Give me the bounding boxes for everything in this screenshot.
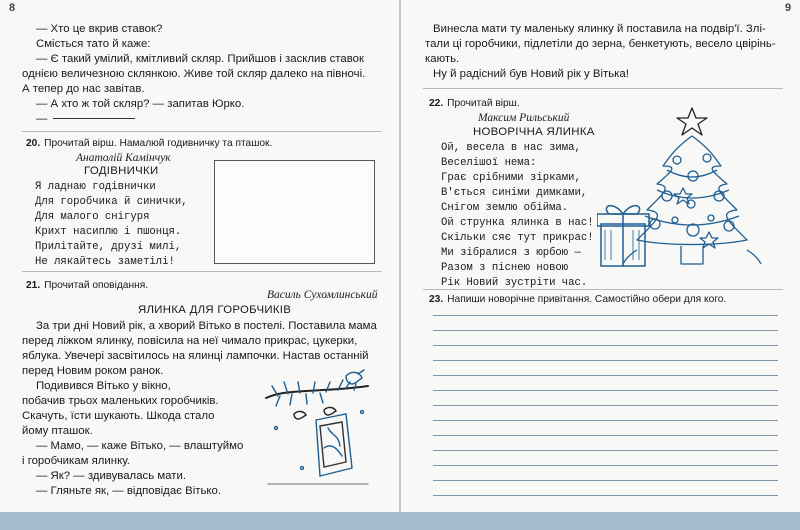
- drawing-area[interactable]: [214, 160, 375, 264]
- writing-line[interactable]: [433, 420, 778, 421]
- writing-line[interactable]: [433, 315, 778, 316]
- writing-line[interactable]: [433, 450, 778, 451]
- poem-line: Грає срібними зірками,: [441, 172, 581, 184]
- task-23-header: [429, 293, 726, 306]
- task-20-number: 20.: [26, 138, 41, 149]
- task-20-instruction: Прочитай вірш. Намалюй годивничку та пташок.: [44, 138, 273, 149]
- task-21-author: Василь Сухомлинський: [267, 289, 378, 301]
- left-page: [0, 0, 399, 512]
- story-line: За три дні Новий рік, а хворий Вітько в постелі. Поставила мама: [36, 320, 377, 332]
- task-22-number: 22.: [429, 98, 444, 109]
- poem-line: В'ється синіми димками,: [441, 187, 588, 199]
- poem-line: Для горобчика й синички,: [35, 196, 188, 208]
- story-line: перед Новим роком ранок.: [22, 365, 164, 377]
- story-line: Подивився Вітько у вікно,: [36, 380, 171, 392]
- poem-line: Я ладнаю годівнички: [35, 181, 156, 193]
- divider: [423, 289, 783, 290]
- task-22-author: Максим Рильський: [478, 112, 570, 124]
- christmas-tree-illustration: [597, 100, 787, 280]
- answer-line: [22, 112, 135, 127]
- writing-line[interactable]: [433, 360, 778, 361]
- story-line: і горобчикам ялинку.: [22, 455, 130, 467]
- task-21-instruction: Прочитай оповідання.: [44, 280, 149, 291]
- writing-line[interactable]: [433, 435, 778, 436]
- poem-line: Разом з піснею новою: [441, 262, 569, 274]
- poem-line: Не лякайтесь заметілі!: [35, 256, 175, 268]
- story-line: — Гляньте як, — відповідає Вітько.: [36, 485, 222, 497]
- task-22-header: [429, 97, 520, 110]
- poem-line: Крихт насиплю і пшонця.: [35, 226, 182, 238]
- intro-line: Смісться тато й каже:: [36, 38, 151, 50]
- birds-on-branch-illustration: [258, 368, 382, 494]
- intro-line: — А хто ж той скляр? — запитав Юрко.: [36, 98, 245, 110]
- intro-line: А тепер до нас завітав.: [22, 83, 145, 95]
- poem-line: Для малого снігуря: [35, 211, 150, 223]
- writing-line[interactable]: [433, 330, 778, 331]
- writing-line[interactable]: [433, 375, 778, 376]
- poem-line: Снігом землю обійма.: [441, 202, 569, 214]
- task-20-title: ГОДІВНИЧКИ: [84, 165, 159, 177]
- story-line: — Як? — здивувалась мати.: [36, 470, 186, 482]
- page-number-right: 9: [785, 2, 792, 14]
- writing-line[interactable]: [433, 345, 778, 346]
- poem-line: Рік Новий зустріти час.: [441, 277, 588, 289]
- poem-line: Веселішої нема:: [441, 157, 537, 169]
- story-line: перед ліжком ялинку, повісила на неї чимало прикрас, цукерки,: [22, 335, 358, 347]
- story-end-line: Ну й радісний був Новий рік у Вітька!: [433, 68, 629, 80]
- story-line: йому пташок.: [22, 425, 93, 437]
- story-end-line: Винесла мати тy маленьку ялинку й поставила на подвір'ї. Злі-: [433, 23, 766, 35]
- story-line: побачив трьох маленьких горобчиків.: [22, 395, 219, 407]
- answer-dash: —: [36, 113, 48, 125]
- task-20-author: Анатолій Камінчук: [76, 152, 171, 164]
- answer-blank[interactable]: [53, 118, 135, 119]
- writing-line[interactable]: [433, 390, 778, 391]
- task-23-number: 23.: [429, 294, 444, 305]
- intro-line: — Є такий умілий, кмітливий скляр. Прийшов і засклив ставок: [36, 53, 364, 65]
- task-21-header: [26, 279, 148, 292]
- task-23-instruction: Напиши новорічне привітання. Самостійно обери для кого.: [447, 294, 727, 305]
- task-22-title: НОВОРІЧНА ЯЛИНКА: [473, 126, 595, 138]
- writing-line[interactable]: [433, 495, 778, 496]
- intro-line: — Хто це вкрив ставок?: [36, 23, 163, 35]
- story-line: Скачуть, їсти шукають. Шкода стало: [22, 410, 215, 422]
- task-20-header: [26, 137, 272, 150]
- intro-line: однією величезною склянкою. Живе той скляр далеко на півночі.: [22, 68, 366, 80]
- poem-line: Ой, весела в нас зима,: [441, 142, 581, 154]
- poem-line: Ой струнка ялинка в нас!: [441, 217, 594, 229]
- story-end-line: тали ці горобчики, підлетіли до зерна, бенкетують, весело цвірінь-: [425, 38, 776, 50]
- task-22-instruction: Прочитай вірш.: [447, 98, 520, 109]
- page-number-left: 8: [9, 2, 16, 14]
- divider: [22, 271, 382, 272]
- story-line: — Мамо, — каже Вітько, — влаштуймо: [36, 440, 244, 452]
- story-line: яблука. Увечері засвітилось на ялинці лампочки. Настав останній: [22, 350, 369, 362]
- writing-line[interactable]: [433, 480, 778, 481]
- divider: [423, 88, 783, 89]
- story-end-line: кають.: [425, 53, 460, 65]
- poem-line: Ми зібралися з юрбою —: [441, 247, 581, 259]
- task-21-title: ЯЛИНКА ДЛЯ ГОРОБЧИКІВ: [138, 304, 292, 316]
- divider: [22, 131, 382, 132]
- poem-line: Прилітайте, друзі милі,: [35, 241, 182, 253]
- page-bottom-edge: [0, 512, 800, 530]
- writing-line[interactable]: [433, 405, 778, 406]
- writing-line[interactable]: [433, 465, 778, 466]
- task-21-number: 21.: [26, 280, 41, 291]
- poem-line: Скільки сяє тут прикрас!: [441, 232, 594, 244]
